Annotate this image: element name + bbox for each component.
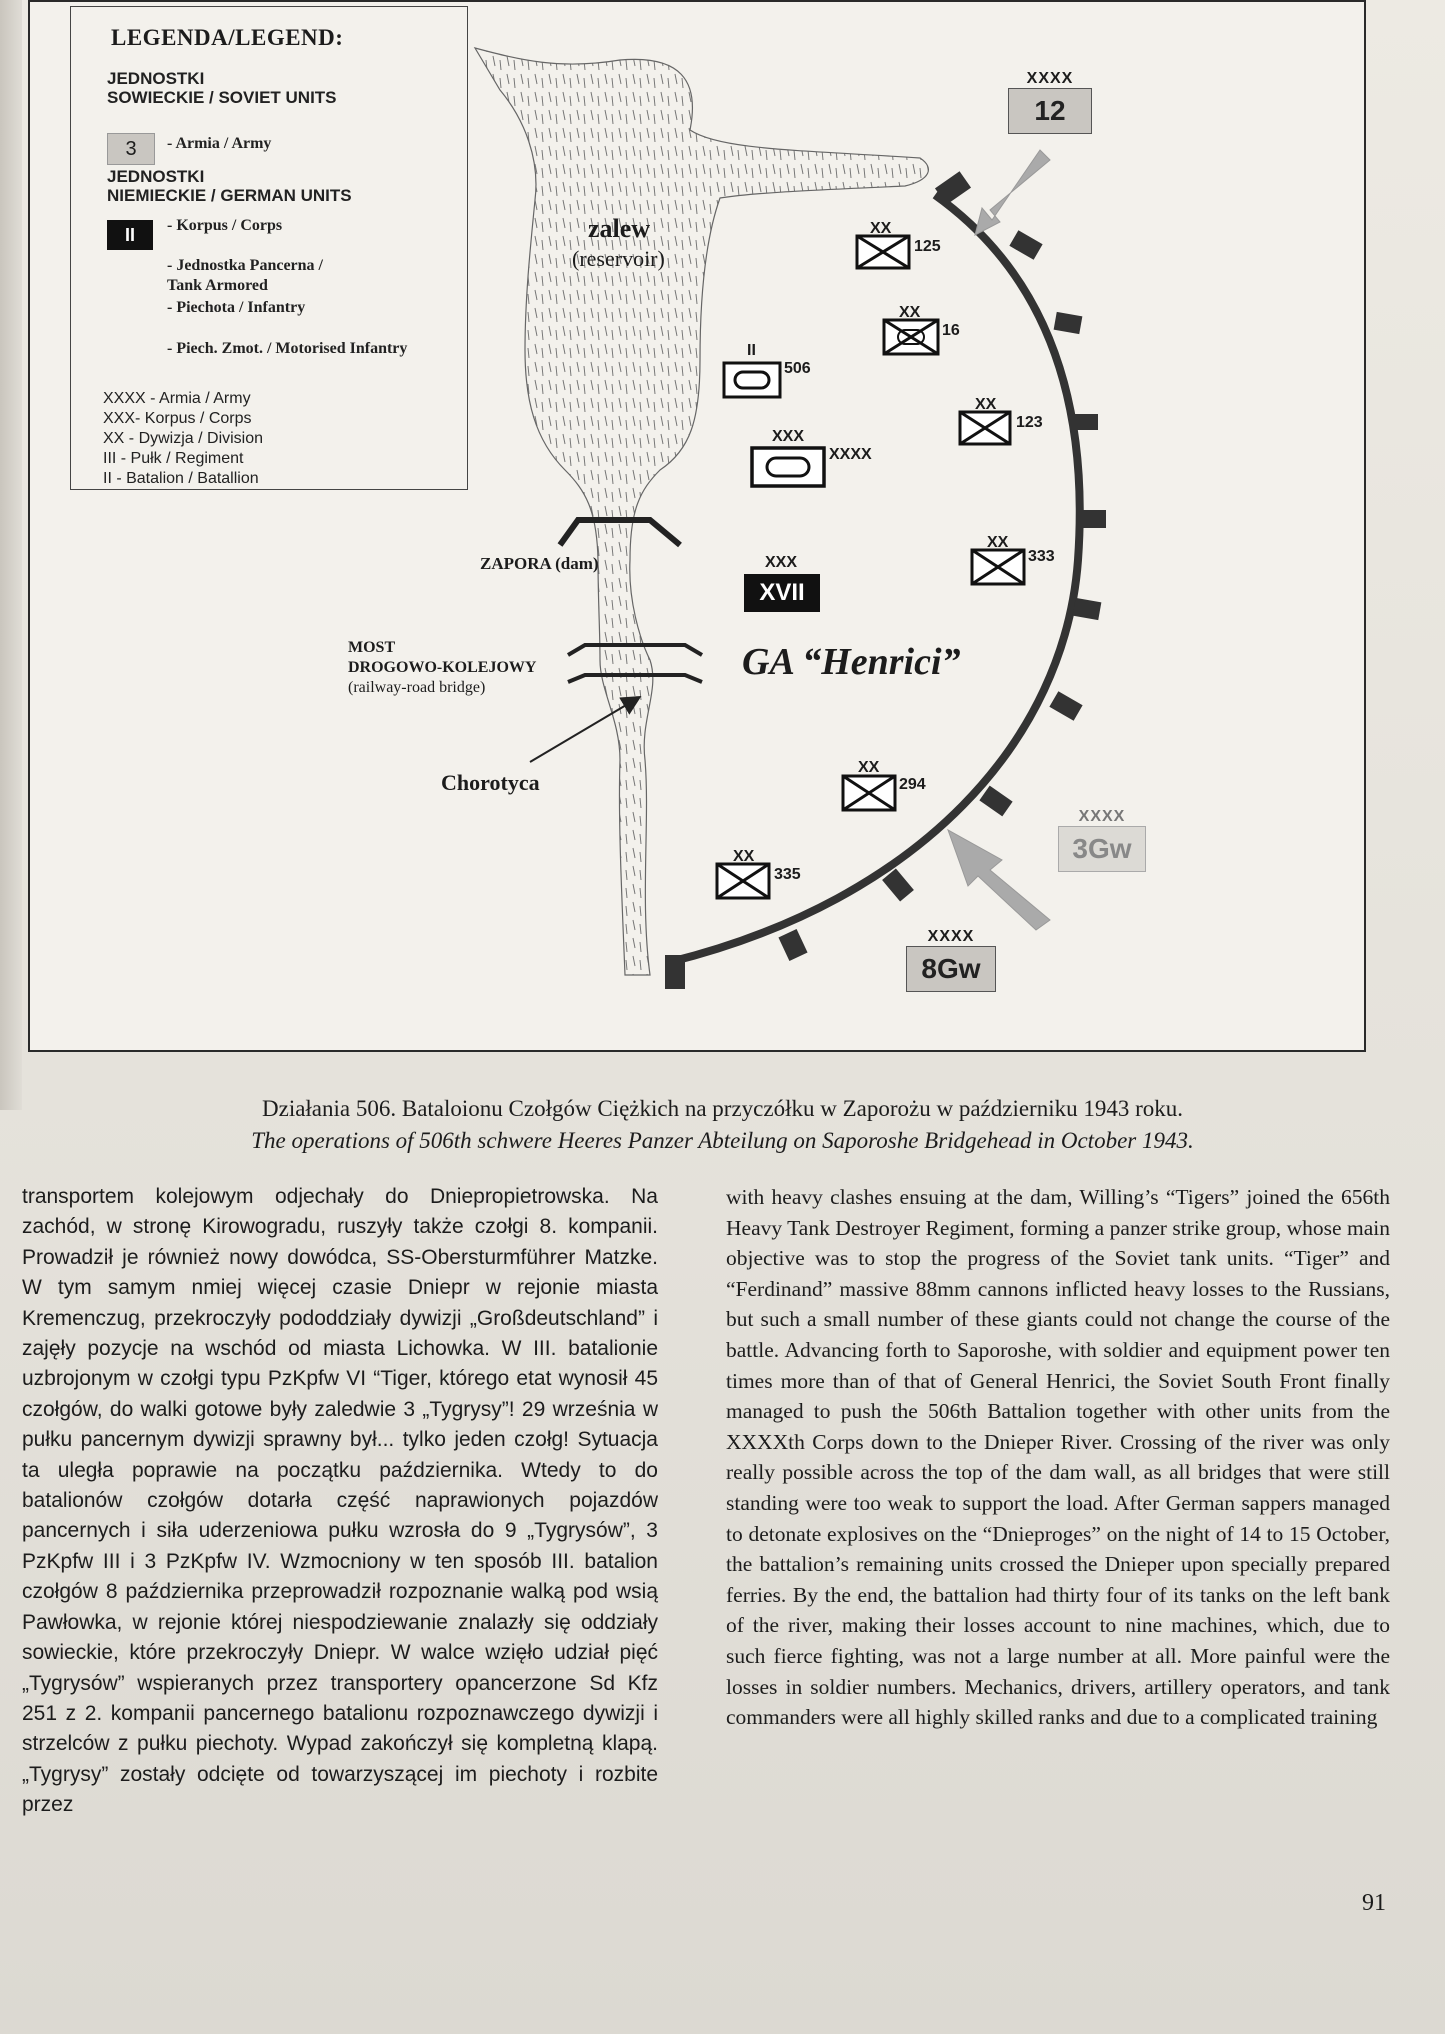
div-echelon-125: XX — [870, 220, 892, 237]
legend-infantry-label: - Piechota / Infantry — [167, 299, 306, 316]
legend-corps-box: II — [107, 220, 153, 250]
div-number-294: 294 — [899, 776, 926, 793]
legend-echelon-army: XXXX - Armia / Army — [103, 390, 251, 407]
caption-polish: Działania 506. Bataloionu Czołgów Ciężkich na przyczółku w Zaporożu w październiku 1943 roku. — [262, 1096, 1183, 1121]
div-echelon-333: XX — [987, 534, 1009, 551]
legend-echelon-regiment: III - Pułk / Regiment — [103, 450, 244, 467]
div-symbol-333 — [972, 550, 1024, 584]
div-echelon-335: XX — [733, 848, 755, 865]
div-number-125: 125 — [914, 238, 941, 255]
map-legend — [70, 6, 468, 490]
body-text-english — [726, 1182, 1390, 1733]
div-symbol-123 — [960, 412, 1010, 444]
attack-arrow-12 — [975, 150, 1050, 235]
attack-arrow-3gw — [948, 830, 1050, 930]
div-number-335: 335 — [774, 866, 801, 883]
legend-motorised-label: - Piech. Zmot. / Motorised Infantry — [167, 340, 408, 357]
corps-box: XVII — [744, 574, 820, 612]
legend-title: LEGENDA/LEGEND: — [111, 25, 344, 50]
corps-echelon: XXX — [765, 554, 798, 571]
legend-german-heading: JEDNOSTKI NIEMIECKIE / GERMAN UNITS — [107, 167, 352, 205]
legend-corps-label: - Korpus / Corps — [167, 217, 283, 234]
army-group-label: GA “Henrici” — [742, 641, 961, 683]
div-echelon-294: XX — [858, 759, 880, 776]
dam-label: ZAPORA (dam) — [480, 554, 599, 573]
tank-battalion-echelon: II — [747, 342, 756, 359]
div-number-333: 333 — [1028, 548, 1055, 565]
div-echelon-16: XX — [899, 304, 921, 321]
div-number-16: 16 — [942, 322, 960, 339]
tank-corps-number: XXXX — [829, 446, 872, 463]
tank-corps-symbol — [752, 448, 824, 486]
reservoir-shape — [475, 48, 928, 975]
page-number: 91 — [1362, 1890, 1386, 1916]
caption-english: The operations of 506th schwere Heeres Panzer Abteilung on Saporoshe Bridgehead in October 1943. — [251, 1128, 1194, 1153]
legend-army-label: - Armia / Army — [167, 135, 272, 152]
div-symbol-125 — [857, 236, 909, 268]
legend-army-box: 3 — [107, 133, 155, 165]
legend-tank-label-2: Tank Armored — [167, 277, 268, 294]
legend-echelon-corps: XXX- Korpus / Corps — [103, 410, 252, 427]
body-text-polish — [22, 1182, 658, 1821]
legend-echelon-battalion: II - Batalion / Batallion — [103, 470, 259, 487]
bridge-label: MOST DROGOWO-KOLEJOWY (railway-road bridge) — [348, 639, 537, 696]
legend-soviet-heading: JEDNOSTKI SOWIECKIE / SOVIET UNITS — [107, 69, 337, 107]
island-label: Chorotyca — [441, 770, 540, 795]
tank-battalion-symbol-506 — [724, 363, 780, 397]
div-symbol-294 — [843, 776, 895, 810]
legend-echelon-list — [103, 389, 263, 489]
div-symbol-16 — [884, 320, 938, 354]
soviet-army-8gw: XXXX 8Gw — [906, 928, 996, 992]
paragraph: with heavy clashes ensuing at the dam, Willing’s “Tigers” joined the 656th Heavy Tank Destroyer Regiment, forming a panzer strike group, whose main objective was to stop the progress of the Soviet tank units. “Tiger” and “Ferdinand” massive 88mm cannons inflicted heavy losses to the Russians, but such a small number of these giants could not change the course of the battle. Advancing forth to Saporoshe, with soldier and equipment power ten times more than of that of General Henrici, the Soviet South Front finally managed to push the 506th Battalion together with other units from the XXXXth Corps down to the Dnieper River. Crossing of the river was only really possible across the top of the dam wall, as all bridges that were still standing were too weak to support the load. After German sappers managed to detonate explosives on the “Dnieproges” on the night of 14 to 15 October, the battalion’s remaining units crossed the Dnieper upon specially prepared ferries. By the end, the battalion had thirty four of its tanks on the left bank of the river, making their losses account to nine machines, which, due to such fierce fighting, was not a large number at all. More painful were the losses in soldier numbers. Mechanics, drivers, artillery operators, and tank commanders were all highly skilled ranks and due to a complicated training — [726, 1185, 1390, 1730]
tank-corps-echelon: XXX — [772, 428, 805, 445]
div-echelon-123: XX — [975, 396, 997, 413]
soviet-army-12: XXXX 12 — [1008, 70, 1092, 134]
div-number-123: 123 — [1016, 414, 1043, 431]
legend-echelon-division: XX - Dywizja / Division — [103, 430, 264, 447]
legend-tank-label-1: - Jednostka Pancerna / — [167, 257, 323, 274]
reservoir-label-en: (reservoir) — [572, 246, 665, 271]
soviet-army-3gw: XXXX 3Gw — [1058, 808, 1146, 872]
div-symbol-335 — [717, 864, 769, 898]
paragraph: transportem kolejowym odjechały do Dniepropietrowska. Na zachód, w stronę Kirowogradu, ruszyły także czołgi 8. kompanii. Prowadził je również nowy dowódca, SS-Obersturmführer Matzke. W tym samym nmiej więcej czasie Dniepr w rejonie miasta Kremenczug, przekroczyły pododdziały dywizji „Großdeutschland” i zajęły pozycje na wschód od miasta Lichowka. W III. batalionie uzbrojonym w czołgi typu PzKpfw VI “Tiger, którego etat wynosił 45 czołgów, do walki gotowe były zaledwie 3 „Tygrysy”! 29 września w pułku pancernym dywizji sprawny był... tylko jeden czołg! Sytuacja ta uległa poprawie na początku października. Wtedy to do batalionów czołgów dotarła część naprawionych pojazdów pancernych i siła uderzeniowa pułku wzrosła do 9 „Tygrysów”, 3 PzKpfw III i 3 PzKpfw IV. Wzmocniony w ten sposób III. batalion czołgów 8 października przeprowadził rozpoznanie walką pod wsią Pawłowka, w rejonie której niespodziewanie znalazły się oddziały sowieckie, które przekroczyły Dniepr. W walce wzięło udział pięć „Tygrysów” wspieranych przez transportery opancerzone Sd Kfz 251 z 2. kompanii pancernego batalionu rozpoznawczego dywizji i strzelców z pułku piechoty. Wypad zakończył się kompletną klapą. „Tygrysy” zostały odcięte od towarzyszącej im piechoty i rozbite przez — [22, 1185, 658, 1817]
reservoir-label: zalew — [588, 214, 651, 243]
tank-battalion-number: 506 — [784, 360, 811, 377]
